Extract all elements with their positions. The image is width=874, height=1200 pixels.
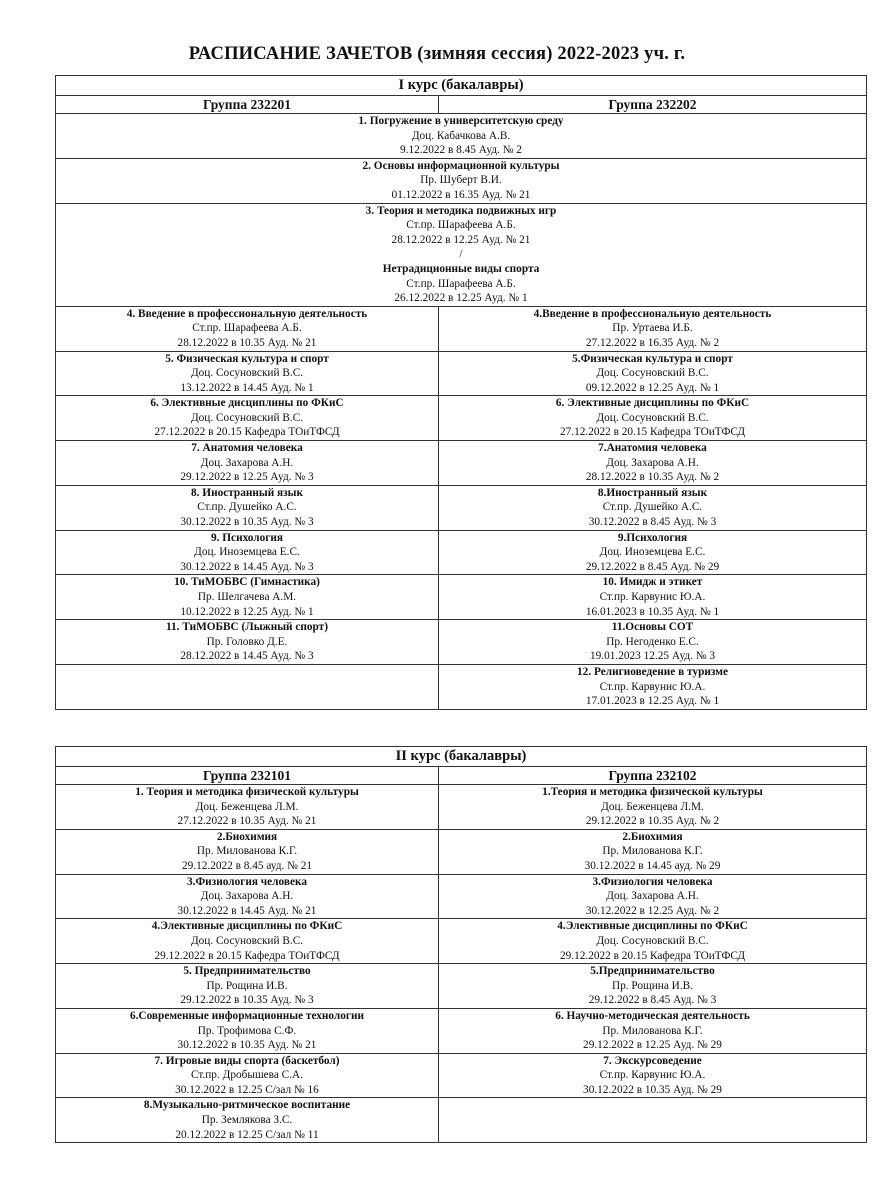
exam-title: 4. Введение в профессиональную деятельность xyxy=(126,307,368,320)
exam-title: 5.Предпринимательство xyxy=(590,965,715,978)
exam-row-shared xyxy=(56,114,867,159)
exam-title: 10. ТиМОБВС (Гимнастика) xyxy=(174,576,320,589)
exam-teacher: Доц. Сосуновский В.С. xyxy=(190,411,304,424)
exam-cell xyxy=(439,530,867,575)
exam-teacher: Пр. Трофимова С.Ф. xyxy=(197,1024,297,1037)
exam-teacher: Доц. Беженцева Л.М. xyxy=(195,800,299,813)
exam-time: 17.01.2023 в 12.25 Ауд. № 1 xyxy=(585,695,720,708)
exam-time: 29.12.2022 в 20.15 Кафедра ТОиТФСД xyxy=(559,949,746,962)
exam-teacher: Доц. Кабачкова А.В. xyxy=(411,129,511,142)
exam-cell xyxy=(56,575,439,620)
exam-time: 20.12.2022 в 12.25 С/зал № 11 xyxy=(175,1128,319,1141)
exam-cell xyxy=(439,575,867,620)
group-232201-header: Группа 232201 xyxy=(56,96,439,114)
exam-time: 29.12.2022 в 8.45 Ауд. № 3 xyxy=(588,994,717,1007)
exam-time: 30.12.2022 в 14.45 ауд. № 29 xyxy=(584,859,721,872)
exam-cell xyxy=(439,829,867,874)
exam-teacher: Доц. Беженцева Л.М. xyxy=(601,800,704,813)
exam-row xyxy=(56,306,867,351)
exam-cell xyxy=(56,306,439,351)
exam-title: 12. Религиоведение в туризме xyxy=(577,665,728,678)
exam-row xyxy=(56,829,867,874)
exam-title: 9.Психология xyxy=(617,531,688,544)
exam-time: 27.12.2022 в 16.35 Ауд. № 2 xyxy=(585,336,720,349)
course-1-group-row xyxy=(56,96,867,114)
exam-teacher: Пр. Землякова З.С. xyxy=(201,1114,293,1127)
exam-cell xyxy=(56,530,439,575)
exam-title: 10. Имидж и этикет xyxy=(602,576,703,589)
exam-teacher: Доц. Сосуновский В.С. xyxy=(596,934,709,947)
exam-time: 30.12.2022 в 14.45 Ауд. № 3 xyxy=(180,560,314,573)
exam-time: 30.12.2022 в 14.45 Ауд. № 21 xyxy=(177,904,317,917)
exam-title: 2. Основы информационной культуры xyxy=(362,159,560,172)
exam-cell xyxy=(439,351,867,396)
exam-row xyxy=(56,441,867,486)
exam-time: 30.12.2022 в 12.25 С/зал № 16 xyxy=(175,1083,319,1096)
exam-cell xyxy=(439,874,867,919)
exam-time: 28.12.2022 в 12.25 Ауд. № 21 xyxy=(391,233,531,246)
exam-teacher: Пр. Рощина И.В. xyxy=(611,979,694,992)
exam-time: 28.12.2022 в 10.35 Ауд. № 2 xyxy=(585,471,720,484)
exam-cell-shared xyxy=(56,114,867,159)
exam-time: 30.12.2022 в 10.35 Ауд. № 3 xyxy=(180,516,314,529)
course-1-heading: I курс (бакалавры) xyxy=(56,76,867,96)
exam-teacher: Ст.пр. Шарафеева А.Б. xyxy=(192,322,302,335)
exam-teacher: Доц. Иноземцева Е.С. xyxy=(599,546,706,559)
exam-cell xyxy=(439,1053,867,1098)
exam-row xyxy=(56,964,867,1009)
exam-time: 27.12.2022 в 20.15 Кафедра ТОиТФСД xyxy=(559,426,746,439)
exam-row xyxy=(56,1008,867,1053)
exam-teacher: Доц. Сосуновский В.С. xyxy=(190,367,304,380)
exam-teacher: Ст.пр. Душейко А.С. xyxy=(602,501,703,514)
exam-cell xyxy=(56,919,439,964)
exam-cell xyxy=(439,441,867,486)
exam-cell xyxy=(56,829,439,874)
exam-time: 29.12.2022 в 8.45 ауд. № 21 xyxy=(181,859,313,872)
exam-row xyxy=(56,1098,867,1143)
exam-time: 29.12.2022 в 20.15 Кафедра ТОиТФСД xyxy=(154,949,340,962)
course-2-table xyxy=(55,746,867,1143)
exam-title: 1.Теория и методика физической культуры xyxy=(542,786,763,798)
exam-title: 1. Теория и методика физической культуры xyxy=(135,786,359,798)
exam-title: 1. Погружение в университетскую среду xyxy=(358,115,564,127)
exam-title: 4.Элективные дисциплины по ФКиС xyxy=(151,920,343,933)
exam-time: 9.12.2022 в 8.45 Ауд. № 2 xyxy=(400,144,522,157)
exam-teacher: Ст.пр. Дробышева С.А. xyxy=(190,1069,304,1082)
exam-cell xyxy=(56,485,439,530)
course-2-heading-row xyxy=(56,747,867,767)
exam-cell-shared xyxy=(56,203,867,306)
exam-time: 30.12.2022 в 10.35 Ауд. № 21 xyxy=(177,1039,317,1052)
exam-time: 27.12.2022 в 10.35 Ауд. № 21 xyxy=(177,815,317,828)
exam-teacher: Пр. Негоденко Е.С. xyxy=(606,635,699,648)
exam-title: 8.Музыкально-ритмическое воспитание xyxy=(143,1099,351,1112)
exam-time: 16.01.2023 в 10.35 Ауд. № 1 xyxy=(585,605,720,618)
exam-title: 5.Физическая культура и спорт xyxy=(572,352,733,365)
exam-cell-empty xyxy=(439,1098,867,1143)
exam-row xyxy=(56,785,867,830)
exam-time: 30.12.2022 в 8.45 Ауд. № 3 xyxy=(588,516,717,529)
exam-cell xyxy=(439,620,867,665)
exam-row xyxy=(56,874,867,919)
exam-time: 27.12.2022 в 20.15 Кафедра ТОиТФСД xyxy=(154,426,340,439)
exam-teacher: Доц. Захарова А.Н. xyxy=(200,890,294,903)
exam-title: 9. Психология xyxy=(210,531,284,544)
exam-teacher: Доц. Захарова А.Н. xyxy=(606,890,699,903)
exam-title: 11. ТиМОБВС (Лыжный спорт) xyxy=(166,621,328,634)
exam-title: 8.Иностранный язык xyxy=(597,486,708,499)
exam-separator: / xyxy=(459,248,463,261)
exam-title: 6.Современные информационные технологии xyxy=(129,1009,365,1022)
exam-cell xyxy=(56,1098,439,1143)
exam-teacher: Ст.пр. Карвунис Ю.А. xyxy=(599,591,706,603)
exam-teacher: Доц. Сосуновский В.С. xyxy=(596,367,709,380)
exam-title: 7.Анатомия человека xyxy=(598,442,707,455)
exam-cell xyxy=(439,1008,867,1053)
exam-teacher: Пр. Милованова К.Г. xyxy=(196,845,298,858)
exam-teacher: Ст.пр. Шарафеева А.Б. xyxy=(406,219,516,232)
exam-cell xyxy=(439,485,867,530)
exam-cell xyxy=(56,396,439,441)
course-2-group-row xyxy=(56,767,867,785)
exam-teacher: Ст.пр. Душейко А.С. xyxy=(197,501,297,514)
exam-time: 10.12.2022 в 12.25 Ауд. № 1 xyxy=(180,605,314,618)
exam-title: 3.Физиология человека xyxy=(187,875,307,888)
exam-row-shared xyxy=(56,158,867,203)
exam-title: 2.Биохимия xyxy=(622,830,683,843)
group-232102-header: Группа 232102 xyxy=(439,767,867,785)
document-title: РАСПИСАНИЕ ЗАЧЕТОВ (зимняя сессия) 2022-2023 уч. г. xyxy=(188,44,686,64)
exam-title: 4.Элективные дисциплины по ФКиС xyxy=(557,920,748,933)
exam-teacher-alt: Ст.пр. Шарафеева А.Б. xyxy=(406,277,516,290)
exam-time: 01.12.2022 в 16.35 Ауд. № 21 xyxy=(391,188,531,201)
exam-time: 09.12.2022 в 12.25 Ауд. № 1 xyxy=(585,381,720,394)
exam-teacher: Пр. Шелгачева А.М. xyxy=(197,591,297,603)
exam-row xyxy=(56,919,867,964)
exam-title: 6. Элективные дисциплины по ФКиС xyxy=(555,397,750,410)
course-1-table xyxy=(55,75,867,710)
exam-time: 28.12.2022 в 10.35 Ауд. № 21 xyxy=(177,336,317,349)
exam-row xyxy=(56,664,867,709)
exam-cell xyxy=(56,351,439,396)
exam-cell xyxy=(439,919,867,964)
exam-time-alt: 26.12.2022 в 12.25 Ауд. № 1 xyxy=(394,292,528,305)
exam-teacher: Доц. Сосуновский В.С. xyxy=(596,411,709,424)
exam-teacher: Пр. Шуберт В.И. xyxy=(420,174,502,187)
exam-time: 29.12.2022 в 10.35 Ауд. № 3 xyxy=(180,994,314,1007)
exam-time: 30.12.2022 в 12.25 Ауд. № 2 xyxy=(585,904,720,917)
exam-cell xyxy=(439,785,867,830)
group-232101-header: Группа 232101 xyxy=(56,767,439,785)
exam-time: 13.12.2022 в 14.45 Ауд. № 1 xyxy=(180,381,314,394)
exam-row xyxy=(56,575,867,620)
exam-title: 4.Введение в профессиональную деятельность xyxy=(533,307,772,320)
exam-teacher: Пр. Головко Д.Е. xyxy=(206,635,288,648)
exam-cell xyxy=(439,396,867,441)
exam-cell xyxy=(56,1008,439,1053)
exam-row-shared xyxy=(56,203,867,306)
exam-title: 2.Биохимия xyxy=(216,830,278,843)
exam-teacher: Доц. Сосуновский В.С. xyxy=(190,934,304,947)
exam-teacher: Пр. Уртаева И.Б. xyxy=(612,322,693,335)
exam-cell xyxy=(56,964,439,1009)
exam-title: 6. Научно-методическая деятельность xyxy=(555,1009,750,1022)
exam-title: 3.Физиология человека xyxy=(592,875,713,888)
exam-title: 3. Теория и методика подвижных игр xyxy=(365,204,557,217)
exam-row xyxy=(56,620,867,665)
exam-time: 28.12.2022 в 14.45 Ауд. № 3 xyxy=(180,650,314,663)
exam-title: 7. Анатомия человека xyxy=(191,442,303,455)
course-2-heading: II курс (бакалавры) xyxy=(56,747,867,767)
exam-row xyxy=(56,485,867,530)
exam-teacher: Ст.пр. Карвунис Ю.А. xyxy=(599,680,706,693)
exam-cell xyxy=(439,306,867,351)
exam-teacher: Доц. Захарова А.Н. xyxy=(200,456,294,469)
exam-teacher: Ст.пр. Карвунис Ю.А. xyxy=(599,1069,706,1082)
exam-cell xyxy=(439,664,867,709)
exam-time: 29.12.2022 в 12.25 Ауд. № 29 xyxy=(583,1039,722,1052)
exam-teacher: Пр. Милованова К.Г. xyxy=(602,1024,703,1037)
exam-title: 5. Предпринимательство xyxy=(183,965,311,978)
exam-time: 30.12.2022 в 10.35 Ауд. № 29 xyxy=(583,1083,722,1096)
exam-title: 6. Элективные дисциплины по ФКиС xyxy=(150,397,344,410)
exam-title-alt: Нетрадиционные виды спорта xyxy=(382,262,540,275)
exam-row xyxy=(56,1053,867,1098)
exam-teacher: Пр. Рощина И.В. xyxy=(206,979,288,992)
exam-time: 19.01.2023 12.25 Ауд. № 3 xyxy=(589,650,716,663)
exam-time: 29.12.2022 в 12.25 Ауд. № 3 xyxy=(180,471,314,484)
exam-teacher: Доц. Иноземцева Е.С. xyxy=(194,546,300,559)
exam-cell xyxy=(56,785,439,830)
exam-cell xyxy=(56,874,439,919)
exam-cell xyxy=(56,1053,439,1098)
exam-cell xyxy=(56,620,439,665)
exam-row xyxy=(56,530,867,575)
exam-time: 29.12.2022 в 10.35 Ауд. № 2 xyxy=(585,815,720,828)
exam-row xyxy=(56,396,867,441)
exam-cell-empty xyxy=(56,664,439,709)
exam-row xyxy=(56,351,867,396)
exam-time: 29.12.2022 в 8.45 Ауд. № 29 xyxy=(585,560,720,573)
exam-title: 8. Иностранный язык xyxy=(190,486,304,499)
exam-teacher: Пр. Милованова К.Г. xyxy=(602,845,703,858)
exam-title: 5. Физическая культура и спорт xyxy=(165,352,329,365)
group-232202-header: Группа 232202 xyxy=(439,96,867,114)
exam-teacher: Доц. Захарова А.Н. xyxy=(606,456,699,469)
exam-title: 7. Экскурсоведение xyxy=(603,1054,702,1067)
exam-cell xyxy=(439,964,867,1009)
exam-cell xyxy=(56,441,439,486)
exam-title: 7. Игровые виды спорта (баскетбол) xyxy=(154,1054,340,1067)
exam-title: 11.Основы СОТ xyxy=(611,621,694,634)
course-1-heading-row xyxy=(56,76,867,96)
exam-cell-shared xyxy=(56,158,867,203)
